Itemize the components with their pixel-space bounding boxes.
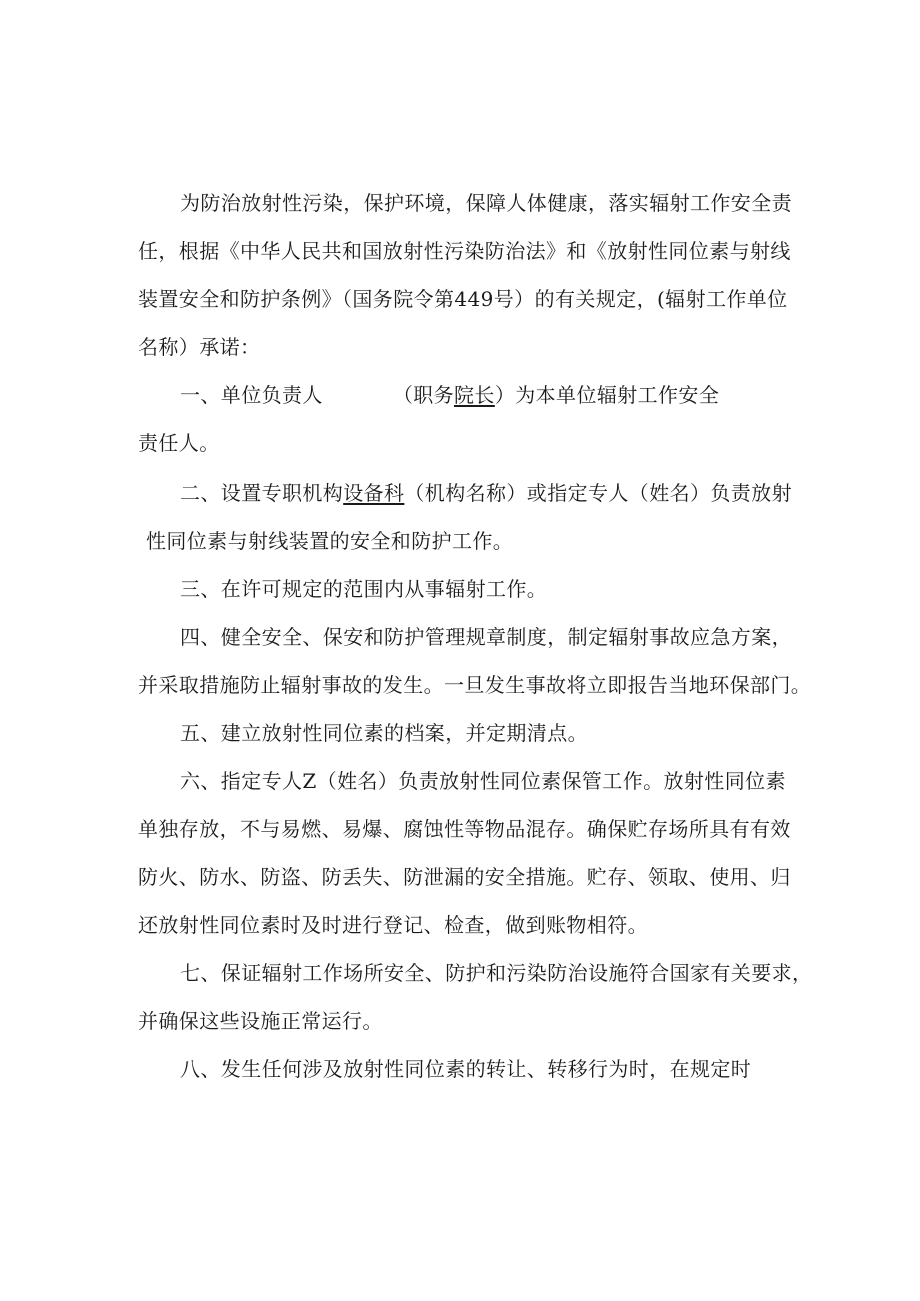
intro-line-3: 装置安全和防护条例》（国务院令第449号）的有关规定，(辐射工作单位: [138, 287, 788, 311]
item-6-line-2: 单独存放，不与易燃、易爆、腐蚀性等物品混存。确保贮存场所具有有效: [138, 817, 791, 841]
item-7-line-2: 并确保这些设施正常运行。: [138, 1009, 383, 1033]
department-field: 设备科: [343, 481, 405, 505]
item-2-suffix: （机构名称）或指定专人（姓名）负责放射: [404, 481, 793, 505]
intro-line-2: 任，根据《中华人民共和国放射性污染防治法》和《放射性同位素与射线: [138, 239, 791, 263]
item-5-line-1: 五、建立放射性同位素的档案，并定期清点。: [180, 721, 588, 745]
position-field: 院长: [454, 383, 495, 407]
item-6-line-3: 防火、防水、防盗、防丢失、防泄漏的安全措施。贮存、领取、使用、归: [138, 865, 791, 889]
item-2-prefix: 二、设置专职机构: [180, 481, 344, 505]
item-8-line-1: 八、发生任何涉及放射性同位素的转让、转移行为时，在规定时: [180, 1057, 752, 1081]
item-3-line-1: 三、在许可规定的范围内从事辐射工作。: [180, 577, 548, 601]
intro-line-1: 为防治放射性污染，保护环境，保障人体健康，落实辐射工作安全责: [180, 191, 792, 215]
item-1-line-1: [180, 380, 719, 410]
item-4-line-2: 并采取措施防止辐射事故的发生。一旦发生事故将立即报告当地环保部门。: [138, 673, 812, 697]
item-1-suffix: ）为本单位辐射工作安全: [494, 383, 720, 407]
item-1-prefix: 一、单位负责人: [180, 383, 323, 407]
intro-line-4: 名称）承诺：: [138, 335, 261, 359]
item-4-line-1: 四、健全安全、保安和防护管理规章制度，制定辐射事故应急方案，: [180, 625, 792, 649]
item-2-line-1: [180, 478, 792, 508]
item-6-line-4: 还放射性同位素时及时进行登记、检查，做到账物相符。: [138, 913, 648, 937]
item-1-line-2: 责任人。: [138, 431, 220, 455]
item-7-line-1: 七、保证辐射工作场所安全、防护和污染防治设施符合国家有关要求，: [180, 961, 813, 985]
item-1-paren-open: （职务: [392, 383, 455, 407]
item-2-line-2: 性同位素与射线装置的安全和防护工作。: [146, 529, 514, 553]
item-6-line-1: 六、指定专人Z（姓名）负责放射性同位素保管工作。放射性同位素: [180, 769, 786, 793]
